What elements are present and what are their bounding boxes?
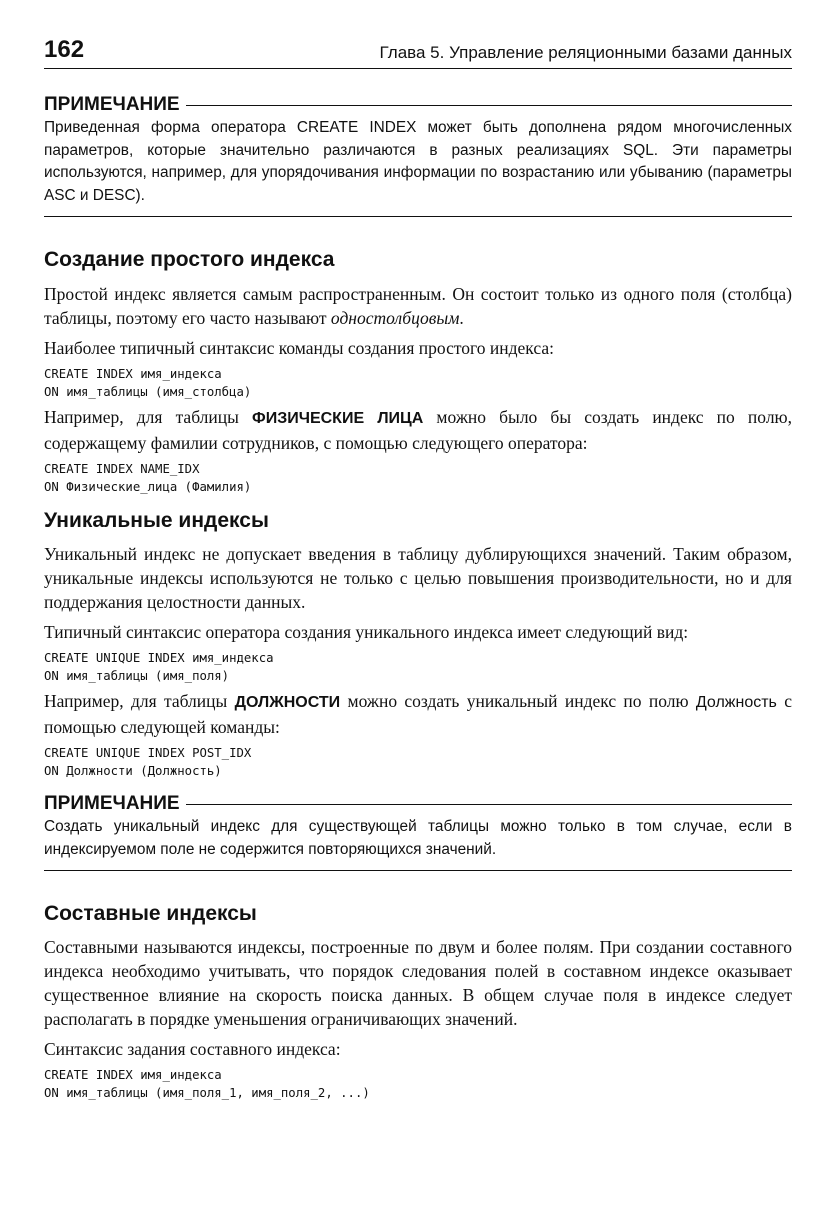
section-heading-composite-index: Составные индексы (44, 902, 257, 925)
note-text: Приведенная форма оператора CREATE INDEX может быть дополнена рядом многочисленных параметров, которые значительно различаются в разных реализациях SQL. Эти параметры используются, например, для упорядочивания информации по возрастанию или убыванию (параметры ASC и DESC). (44, 119, 792, 204)
code-block (44, 1066, 792, 1102)
note-title-row (44, 93, 792, 117)
chapter-title: Глава 5. Управление реляционными базами данных (379, 43, 792, 62)
note-box (44, 792, 792, 871)
paragraph: Составными называются индексы, построенные по двум и более полям. При создании составного индекса необходимо учитывать, что порядок следования полей в составном индексе оказывает существенное влияние на скорость поиска данных. В общем случае поля в индексе следует располагать в порядке уменьшения ограничивающих значений. (44, 937, 792, 1029)
paragraph-text: с помощью следующей команды: (44, 691, 792, 737)
paragraph-text: Простой индекс является самым распространенным. Он состоит только из одного поля (столбца) таблицы, поэтому его часто называют (44, 284, 792, 328)
page-header (44, 36, 792, 69)
paragraph (44, 689, 792, 739)
note-title-row (44, 792, 792, 816)
note-title-rule (186, 105, 792, 106)
code-line: CREATE UNIQUE INDEX имя_индекса (44, 651, 274, 665)
field-name: Должность (695, 694, 777, 711)
code-block (44, 649, 792, 685)
paragraph-text: Например, для таблицы (44, 691, 235, 711)
code-block (44, 365, 792, 401)
paragraph: Уникальный индекс не допускает введения в таблицу дублирующихся значений. Таким образом, уникальные индексы используются не только с целью повышения производительности, но и для поддержания целостности данных. (44, 544, 792, 612)
note-title: ПРИМЕЧАНИЕ (44, 94, 180, 115)
note-box (44, 93, 792, 217)
paragraph (44, 282, 792, 330)
paragraph: Типичный синтаксис оператора создания уникального индекса имеет следующий вид: (44, 622, 689, 642)
note-text: Создать уникальный индекс для существующей таблицы можно только в том случае, если в индексируемом поле не содержится повторяющихся значений. (44, 818, 792, 858)
paragraph (44, 405, 792, 455)
emphasis-term: одностолбцовым (330, 308, 460, 328)
code-line: CREATE INDEX NAME_IDX (44, 462, 200, 476)
section-heading-simple-index: Создание простого индекса (44, 248, 335, 271)
code-line: CREATE INDEX имя_индекса (44, 1068, 222, 1082)
paragraph-text: можно было бы создать индекс по полю, содержащему фамилии сотрудников, с помощью следующего оператора: (44, 407, 793, 453)
code-block (44, 744, 792, 780)
code-line: CREATE INDEX имя_индекса (44, 367, 222, 381)
page-number: 162 (44, 36, 85, 63)
code-line: ON имя_таблицы (имя_поля_1, имя_поля_2, ...) (44, 1086, 370, 1100)
code-line: ON Должности (Должность) (44, 764, 222, 778)
note-title-rule (186, 804, 792, 805)
code-line: ON имя_таблицы (имя_столбца) (44, 385, 252, 399)
code-block (44, 460, 792, 496)
table-name: ФИЗИЧЕСКИЕ ЛИЦА (252, 410, 424, 427)
paragraph-text: можно создать уникальный индекс по полю (340, 691, 696, 711)
code-line: ON Физические_лица (Фамилия) (44, 480, 252, 494)
table-name: ДОЛЖНОСТИ (234, 694, 341, 711)
book-page (44, 36, 792, 1102)
code-line: CREATE UNIQUE INDEX POST_IDX (44, 746, 252, 760)
paragraph: Наиболее типичный синтаксис команды создания простого индекса: (44, 338, 554, 358)
section-heading-unique-index: Уникальные индексы (44, 509, 269, 532)
paragraph-text: Например, для таблицы (44, 407, 253, 427)
code-line: ON имя_таблицы (имя_поля) (44, 669, 230, 683)
paragraph-end: . (459, 308, 464, 328)
paragraph: Синтаксис задания составного индекса: (44, 1039, 341, 1059)
note-title: ПРИМЕЧАНИЕ (44, 793, 180, 814)
